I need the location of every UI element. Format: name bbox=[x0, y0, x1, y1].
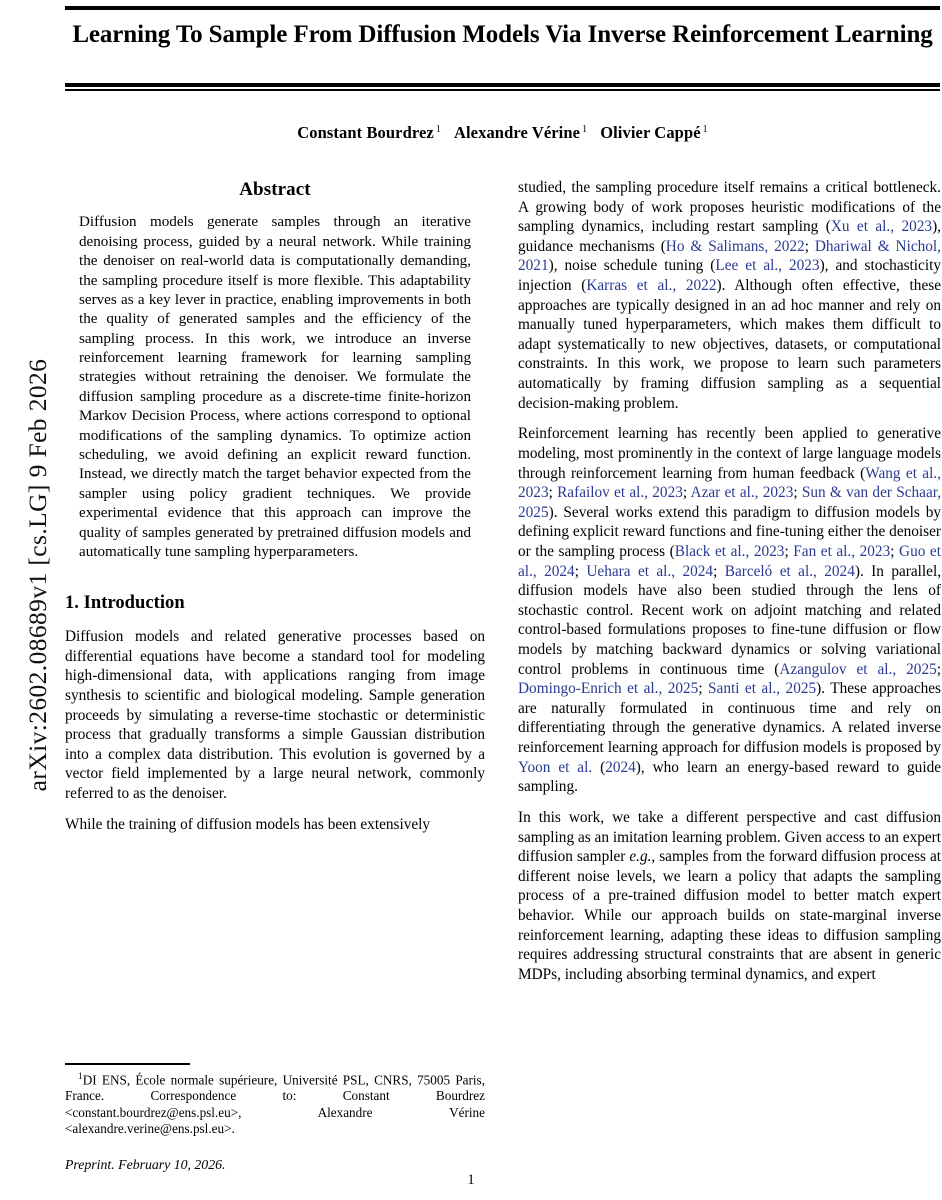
citation[interactable]: Fan et al., 2023 bbox=[793, 542, 891, 560]
citation[interactable]: Uehara et al., 2024 bbox=[586, 562, 714, 580]
footnote-marker: 1 bbox=[78, 1071, 83, 1082]
intro-paragraph-2-start: While the training of diffusion models has been extensively bbox=[65, 815, 431, 833]
citation[interactable]: Yoon et al. bbox=[518, 758, 593, 776]
citation[interactable]: Lee et al., 2023 bbox=[715, 257, 820, 275]
section-heading-introduction: 1. Introduction bbox=[65, 593, 185, 614]
author-name: Alexandre Vérine bbox=[453, 123, 581, 142]
citation[interactable]: Dhariwal & Nichol, 2021 bbox=[518, 237, 942, 275]
author-entry bbox=[600, 123, 708, 142]
author-entry bbox=[297, 123, 441, 142]
author-name: Olivier Cappé bbox=[600, 123, 701, 142]
citation[interactable]: Wang et al., 2023 bbox=[518, 464, 941, 502]
citation[interactable]: Rafailov et al., 2023 bbox=[557, 484, 683, 502]
intro-paragraph-1: Diffusion models and related generative processes based on differential equations have become a standard tool for modeling high-dimensional data, with applications ranging from image synthesis to scientific and biological modeling. Sample generation proceeds by simulating a reverse-time stochastic or deterministic process that gradually transforms a simple Gaussian distribution into a complex data distribution. This evolution is governed by a vector field implemented by a large neural network, commonly referred to as the denoiser. bbox=[65, 628, 485, 802]
intro-paragraph-2-continued: studied, the sampling procedure itself remains a critical bottleneck. A growing body of work proposes heuristic modifications of the sampling dynamics, including restart sampling (Xu et al., 2023), guidance mechanisms (Ho & Salimans, 2022; Dhariwal & Nichol, 2021), noise schedule tuning (Lee et al., 2023), and stochasticity injection (Karras et al., 2022). Although often effective, these approaches are typically designed in an ad hoc manner and rely on manually tuned hyperparameters, which makes them difficult to adapt systematically to new objectives, datasets, or computational constraints. In this work, we propose to learn such parameters automatically by framing diffusion sampling as a sequential decision-making problem. bbox=[518, 179, 942, 412]
preprint-notice: Preprint. February 10, 2026. bbox=[65, 1156, 226, 1172]
citation[interactable]: Sun & van der Schaar, 2025 bbox=[518, 484, 942, 521]
author-affiliation-marker: 1 bbox=[435, 123, 441, 135]
citation[interactable]: Barceló et al., 2024 bbox=[724, 562, 855, 580]
footnote-block bbox=[65, 1063, 485, 1173]
citation[interactable]: 2024 bbox=[605, 758, 636, 776]
citation[interactable]: Guo et al., 2024 bbox=[518, 542, 941, 580]
inline-italic: e.g. bbox=[629, 848, 652, 866]
footnote-text bbox=[65, 1072, 485, 1138]
footnote-body: DI ENS, École normale supérieure, Université PSL, CNRS, 75005 Paris, France. Correspondence to: Constant Bourdrez <constant.bourdrez@ens.psl.eu>, Alexandre Vérine <alexandre.verine@ens.psl.eu>. bbox=[65, 1071, 485, 1137]
footnote-divider bbox=[65, 1063, 190, 1065]
citation[interactable]: Santi et al., 2025 bbox=[708, 680, 817, 698]
citation[interactable]: Karras et al., 2022 bbox=[586, 277, 717, 295]
left-column bbox=[65, 178, 485, 834]
citation[interactable]: Azangulov et al., 2025 bbox=[779, 660, 937, 678]
author-affiliation-marker: 1 bbox=[702, 123, 708, 135]
citation[interactable]: Azar et al., 2023 bbox=[690, 484, 794, 502]
arxiv-stamp: arXiv:2602.08689v1 [cs.LG] 9 Feb 2026 bbox=[23, 358, 52, 792]
citation[interactable]: Ho & Salimans, 2022 bbox=[665, 237, 805, 255]
right-column bbox=[518, 178, 941, 984]
abstract-text: Diffusion models generate samples through an iterative denoising process, guided by a neural network. While training the denoiser on real-world data is computationally demanding, the sampling procedure itself is more flexible. This adaptability serves as a key lever in practice, enabling improvements in both the quality of generated samples and the efficiency of the sampling process. In this work, we introduce an inverse reinforcement learning framework for learning sampling strategies without retraining the denoiser. We formulate the diffusion sampling procedure as a discrete-time finite-horizon Markov Decision Process, where actions correspond to optional modifications of the sampling dynamics. To optimize action scheduling, we avoid defining an explicit reward function. Instead, we directly match the target behavior expected from the sampler using policy gradient techniques. We provide experimental evidence that this approach can improve the quality of samples generated by pretrained diffusion models and automatically tune sampling hyperparameters. bbox=[79, 214, 471, 560]
citation[interactable]: Domingo-Enrich et al., 2025 bbox=[518, 680, 699, 698]
page-number: 1 bbox=[467, 1172, 475, 1188]
citation[interactable]: Xu et al., 2023 bbox=[830, 218, 933, 236]
author-list bbox=[65, 123, 940, 143]
header-rule-top bbox=[65, 6, 940, 10]
intro-paragraph-3: Reinforcement learning has recently been applied to generative modeling, most prominently in the context of large language models through reinforcement learning from human feedback (Wang et al., 2023; Rafailov et al., 2023; Azar et al., 2023; Sun & van der Schaar, 2025). Several works extend this paradigm to diffusion models by defining explicit reward functions and fine-tuning either the denoiser or the sampling process (Black et al., 2023; Fan et al., 2023; Guo et al., 2024; Uehara et al., 2024; Barceló et al., 2024). In parallel, diffusion models have also been studied through the lens of stochastic control. Recent work on adjoint matching and related control-based formulations proposes to fine-tune diffusion or flow models by matching backward dynamics or solving variational control problems in continuous time (Azangulov et al., 2025; Domingo-Enrich et al., 2025; Santi et al., 2025). These approaches are naturally formulated in continuous time and rely on differentiating through the generative dynamics. A related inverse reinforcement learning approach for diffusion models is proposed by Yoon et al. (2024), who learn an energy-based reward to guide sampling. bbox=[518, 425, 942, 796]
author-entry bbox=[454, 123, 587, 142]
abstract-heading: Abstract bbox=[239, 179, 311, 200]
title-block bbox=[65, 20, 940, 50]
citation[interactable]: Black et al., 2023 bbox=[674, 542, 785, 560]
header-rule-double bbox=[65, 83, 940, 87]
author-name: Constant Bourdrez bbox=[297, 123, 434, 142]
intro-paragraph-4: In this work, we take a different perspective and cast diffusion sampling as an imitation learning problem. Given access to an expert diffusion sampler e.g., samples from the forward diffusion process at different noise levels, we learn a policy that adapts the sampling process of a pre-trained diffusion model to better match expert behavior. While our approach builds on state-marginal inverse reinforcement learning, adapting these ideas to diffusion sampling requires addressing structural constraints that are absent in generic MDPs, including absorbing terminal dynamics, and expert bbox=[518, 808, 942, 983]
page-title: Learning To Sample From Diffusion Models Via Inverse Reinforcement Learning bbox=[72, 21, 933, 48]
author-affiliation-marker: 1 bbox=[582, 123, 588, 135]
